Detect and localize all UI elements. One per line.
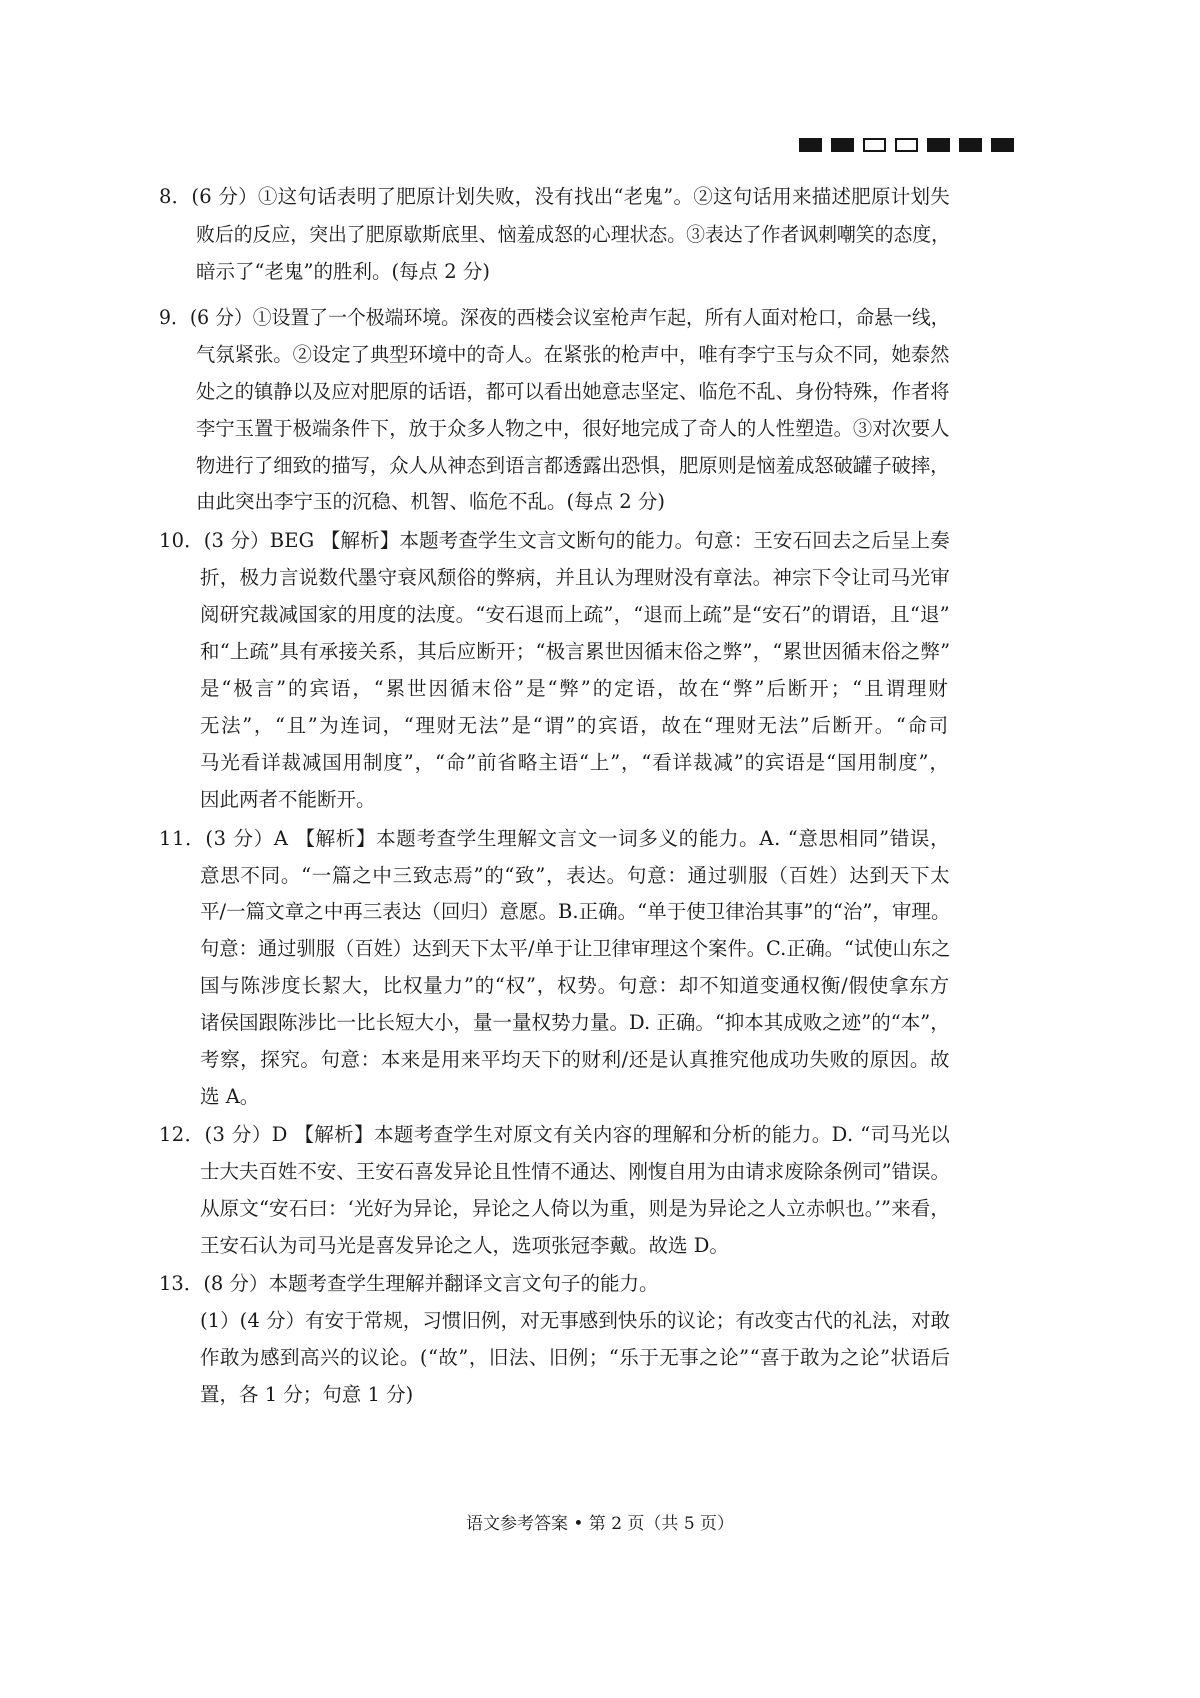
answer-line: 作敢为感到高兴的议论。(“故”，旧法、旧例；“乐于无事之论”“喜于敢为之论”状语后	[200, 1346, 951, 1369]
answer-line: 从原文“安石曰：‘光好为异论，异论之人倚以为重，则是为异论之人立赤帜也。’”来看，	[200, 1197, 951, 1220]
answer-line: (1）(4 分）有安于常规，习惯旧例，对无事感到快乐的议论；有改变古代的礼法，对敢	[200, 1309, 951, 1332]
answer-line: 诸侯国跟陈涉比一比长短大小，量一量权势力量。D. 正确。“抑本其成败之迹”的“本”，	[200, 1011, 950, 1034]
answer-line: 折，极力言说数代墨守衰风颓俗的弊病，并且认为理财没有章法。神宗下令让司马光审	[200, 566, 951, 589]
filled-square-mark	[927, 138, 950, 152]
answer-line: 意思不同。“一篇之中三致志焉”的“致”，表达。句意：通过驯服（百姓）达到天下太	[200, 864, 951, 887]
answer-first-line: 10．(3 分）BEG 【解析】本题考查学生文言文断句的能力。句意：王安石回去之后呈上奏	[159, 529, 950, 552]
filled-square-mark	[831, 138, 854, 152]
answer-first-line: 11．(3 分）A 【解析】本题考查学生理解文言文一词多义的能力。A. “意思相同”错误，	[159, 827, 951, 850]
hollow-square-mark	[895, 138, 918, 152]
answer-first-line: 8．(6 分）①这句话表明了肥原计划失败，没有找出“老鬼”。②这句话用来描述肥原计划失	[159, 185, 951, 208]
answer-line: 处之的镇静以及应对肥原的话语，都可以看出她意志坚定、临危不乱、身份特殊，作者将	[196, 380, 950, 403]
answer-line: 考察，探究。句意：本来是用来平均天下的财利/还是认真推究他成功失败的原因。故	[200, 1048, 951, 1071]
answer-line: 置，各 1 分；句意 1 分)	[200, 1383, 414, 1406]
answer-line: 无法”，“且”为连词，“理财无法”是“谓”的宾语，故在“理财无法”后断开。“命司	[200, 714, 950, 737]
answer-line: 士大夫百姓不安、王安石喜发异论且性情不通达、刚愎自用为由请求废除条例司”错误。	[200, 1160, 951, 1183]
answer-line: 败后的反应，突出了肥原歇斯底里、恼羞成怒的心理状态。③表达了作者讽刺嘲笑的态度，	[196, 223, 951, 246]
answer-first-line: 9．(6 分）①设置了一个极端环境。深夜的西楼会议室枪声乍起，所有人面对枪口，命悬一线，	[159, 306, 950, 329]
filled-square-mark	[799, 138, 822, 152]
answer-line: 是“极言”的宾语，“累世因循末俗”是“弊”的定语，故在“弊”后断开；“且谓理财	[200, 677, 950, 700]
answer-line: 气氛紧张。②设定了典型环境中的奇人。在紧张的枪声中，唯有李宁玉与众不同，她泰然	[196, 343, 950, 366]
answer-line: 选 A。	[200, 1085, 260, 1108]
answer-line: 物进行了细致的描写，众人从神态到语言都透露出恐惧，肥原则是恼羞成怒破罐子破摔，	[196, 454, 950, 477]
answer-line: 由此突出李宁玉的沉稳、机智、临危不乱。(每点 2 分)	[196, 490, 666, 513]
answer-first-line: 12．(3 分）D 【解析】本题考查学生对原文有关内容的理解和分析的能力。D. “司马光以	[159, 1123, 951, 1146]
answer-line: 和“上疏”具有承接关系，其后应断开；“极言累世因循末俗之弊”，“累世因循末俗之弊”	[200, 640, 951, 663]
answer-line: 句意：通过驯服（百姓）达到天下太平/单于让卫律审理这个案件。C.正确。“试使山东之	[200, 937, 951, 960]
page-footer: 语文参考答案 • 第 2 页（共 5 页）	[465, 1514, 735, 1534]
answer-line: 平/一篇文章之中再三表达（回归）意愿。B.正确。“单于使卫律治其事”的“治”，审理。	[200, 900, 951, 923]
answer-line: 马光看详裁减国用制度”，“命”前省略主语“上”，“看详裁减”的宾语是“国用制度”，	[200, 751, 950, 774]
answer-line: 王安石认为司马光是喜发异论之人，选项张冠李戴。故选 D。	[200, 1234, 729, 1257]
answer-line: 暗示了“老鬼”的胜利。(每点 2 分)	[196, 260, 490, 283]
answer-line: 因此两者不能断开。	[200, 788, 376, 811]
answer-line: 李宁玉置于极端条件下，放于众多人物之中，很好地完成了奇人的人性塑造。③对次要人	[196, 417, 950, 440]
answer-first-line: 13．(8 分）本题考查学生理解并翻译文言文句子的能力。	[159, 1272, 659, 1295]
answer-line: 阅研究裁减国家的用度的法度。“安石退而上疏”，“退而上疏”是“安石”的谓语，且“退”	[200, 603, 950, 626]
filled-square-mark	[991, 138, 1014, 152]
answer-line: 国与陈涉度长絜大，比权量力”的“权”，权势。句意：却不知道变通权衡/假使拿东方	[200, 974, 950, 997]
filled-square-mark	[959, 138, 982, 152]
hollow-square-mark	[863, 138, 886, 152]
